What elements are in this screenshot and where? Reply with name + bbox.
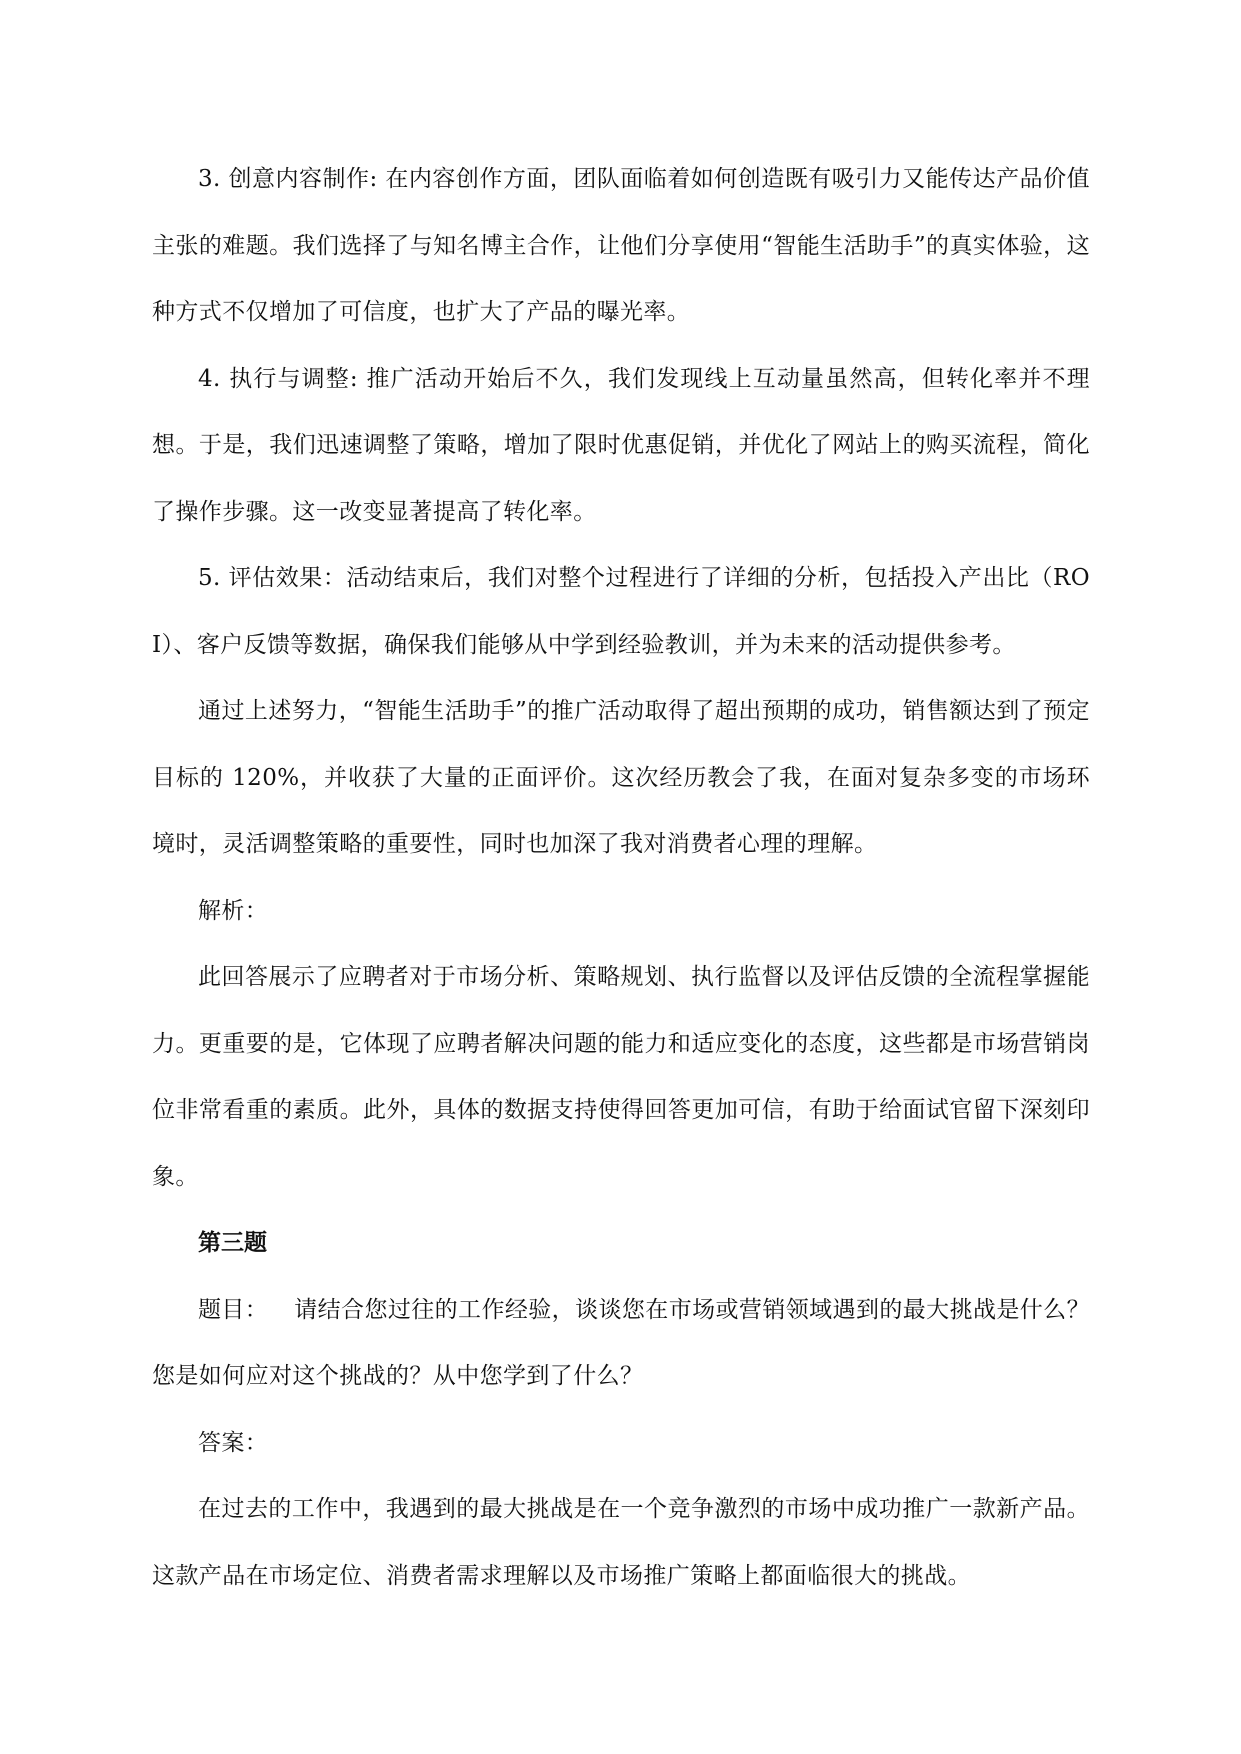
paragraph-evaluation: 5. 评估效果：活动结束后，我们对整个过程进行了详细的分析，包括投入产出比（ROI）、客户反馈等数据，确保我们能够从中学到经验教训，并为未来的活动提供参考。: [152, 565, 1090, 658]
question-label: 题目：: [198, 1296, 269, 1323]
paragraph-creative-content: 3. 创意内容制作: 在内容创作方面，团队面临着如何创造既有吸引力又能传达产品价值主张的难题。我们选择了与知名博主合作，让他们分享使用“智能生活助手”的真实体验，这种方式不仅增加了可信度，也扩大了产品的曝光率。: [152, 166, 1090, 325]
paragraph-summary: 通过上述努力，“智能生活助手”的推广活动取得了超出预期的成功，销售额达到了预定目标的 120%，并收获了大量的正面评价。这次经历教会了我，在面对复杂多变的市场环境时，灵活调整策略的重要性，同时也加深了我对消费者心理的理解。: [152, 698, 1090, 857]
paragraph-analysis: 此回答展示了应聘者对于市场分析、策略规划、执行监督以及评估反馈的全流程掌握能力。更重要的是，它体现了应聘者解决问题的能力和适应变化的态度，这些都是市场营销岗位非常看重的素质。此外，具体的数据支持使得回答更加可信，有助于给面试官留下深刻印象。: [152, 964, 1090, 1190]
analysis-label: 解析：: [198, 897, 269, 924]
question-text: 请结合您过往的工作经验，谈谈您在市场或营销领域遇到的最大挑战是什么？您是如何应对这个挑战的？从中您学到了什么？: [152, 1296, 1090, 1389]
answer-label: 答案：: [198, 1429, 269, 1456]
paragraph-answer: 在过去的工作中，我遇到的最大挑战是在一个竞争激烈的市场中成功推广一款新产品。这款产品在市场定位、消费者需求理解以及市场推广策略上都面临很大的挑战。: [152, 1496, 1090, 1589]
document-body: [152, 146, 1090, 1609]
section-heading: 第三题: [198, 1230, 267, 1256]
paragraph-execution-adjustment: 4. 执行与调整: 推广活动开始后不久，我们发现线上互动量虽然高，但转化率并不理想。于是，我们迅速调整了策略，增加了限时优惠促销，并优化了网站上的购买流程，简化了操作步骤。这一改变显著提高了转化率。: [152, 365, 1090, 525]
question-paragraph: [152, 1277, 1090, 1410]
